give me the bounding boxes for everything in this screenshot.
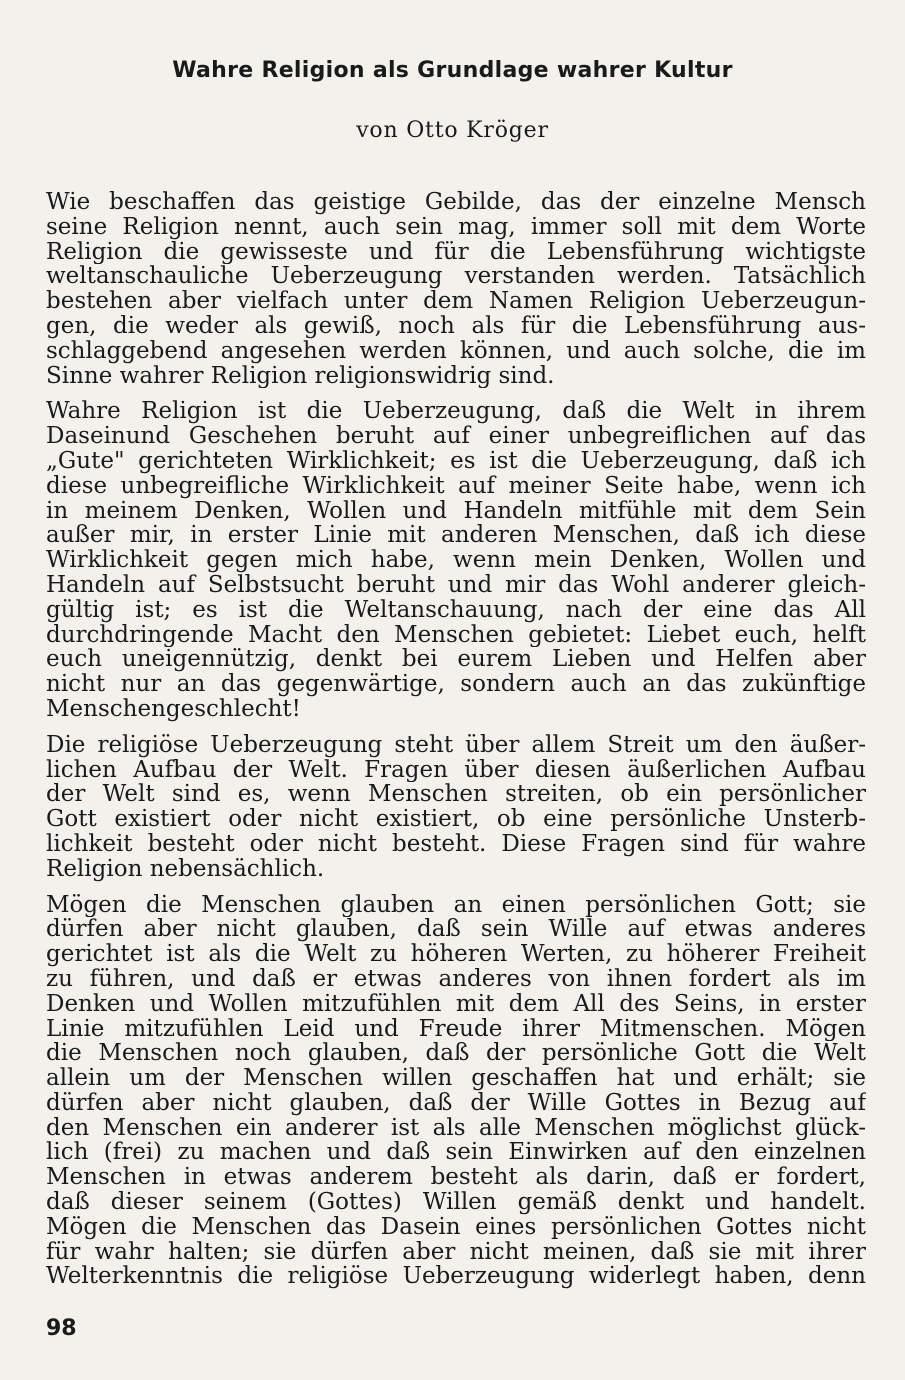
text-line: euch uneigennützig, denkt bei eurem Lieben und Helfen aber [46,647,866,673]
text-line: in meinem Denken, Wollen und Handeln mitfühle mit dem Sein [46,498,866,524]
text-line: seine Religion nennt, auch sein mag, immer soll mit dem Worte [46,214,866,240]
text-line: gültig ist; es ist die Weltanschauung, nach der eine das All [46,597,866,623]
text-line: Wahre Religion ist die Ueberzeugung, daß die Welt in ihrem [46,399,866,425]
text-line: allein um der Menschen willen geschaffen hat und erhält; sie [46,1066,866,1091]
text-line: durchdringende Macht den Menschen gebietet: Liebet euch, helft [46,622,866,648]
text-line: Religion die gewisseste und für die Lebensführung wichtigste [46,239,866,265]
text-line: den Menschen ein anderer ist als alle Menschen möglichst glück- [46,1115,866,1141]
text-line: für wahr halten; sie dürfen aber nicht meinen, daß sie mit ihrer [46,1239,866,1265]
text-line: Gott existiert oder nicht existiert, ob eine persönliche Unsterb- [46,807,866,832]
text-line: außer mir, in erster Linie mit anderen Menschen, daß ich diese [46,523,866,549]
paragraph [46,399,866,721]
text-line: gen, die weder als gewiß, noch als für die Lebensführung aus- [46,313,866,339]
text-line: Die religiöse Ueberzeugung steht über allem Streit um den äußer- [46,732,866,758]
text-line: lich (frei) zu machen und daß sein Einwirken auf den einzelnen [46,1140,866,1166]
text-line: bestehen aber vielfach unter dem Namen Religion Ueberzeugun- [46,289,866,314]
text-line: gerichtet ist als die Welt zu höheren Werten, zu höherer Freiheit [46,942,866,967]
text-line: Menschengeschlecht! [46,696,301,722]
page-number: 98 [46,1316,77,1341]
paragraph [46,190,866,388]
article-body [46,190,866,1289]
text-line: Mögen die Menschen das Dasein eines persönlichen Gottes nicht [46,1214,866,1240]
text-line: Handeln auf Selbstsucht beruht und mir das Wohl anderer gleich- [46,572,866,598]
text-line: lichen Aufbau der Welt. Fragen über diesen äußerlichen Aufbau [46,757,866,783]
text-line: Denken und Wollen mitzufühlen mit dem All des Seins, in erster [46,991,866,1017]
article-author: von Otto Kröger [356,118,549,143]
text-line: Sinne wahrer Religion religionswidrig sind. [46,363,555,389]
text-line: Menschen in etwas anderem besteht als darin, daß er fordert, [46,1165,866,1191]
text-line: die Menschen noch glauben, daß der persönliche Gott die Welt [46,1041,866,1067]
text-line: Linie mitzufühlen Leid und Freude ihrer Mitmenschen. Mögen [46,1016,866,1042]
text-line: daß dieser seinem (Gottes) Willen gemäß denkt und handelt. [46,1190,866,1215]
text-line: dürfen aber nicht glauben, daß sein Wille auf etwas anderes [46,917,866,943]
text-line: Daseinund Geschehen beruht auf einer unbegreiflichen auf das [46,424,866,449]
text-line: Welterkenntnis die religiöse Ueberzeugung widerlegt haben, denn [46,1264,866,1290]
text-line: „Gute" gerichteten Wirklichkeit; es ist die Ueberzeugung, daß ich [46,448,866,474]
text-line: Wie beschaffen das geistige Gebilde, das der einzelne Mensch [46,190,866,215]
text-line: Wirklichkeit gegen mich habe, wenn mein Denken, Wollen und [46,548,866,573]
text-line: zu führen, und daß er etwas anderes von ihnen fordert als im [46,966,866,992]
text-line: Mögen die Menschen glauben an einen persönlichen Gott; sie [46,892,866,918]
text-line: lichkeit besteht oder nicht besteht. Diese Fragen sind für wahre [46,831,866,857]
paragraph [46,893,866,1290]
text-line: schlaggebend angesehen werden können, und auch solche, die im [46,338,866,364]
text-line: weltanschauliche Ueberzeugung verstanden werden. Tatsächlich [46,264,866,290]
paragraph [46,733,866,882]
text-line: der Welt sind es, wenn Menschen streiten, ob ein persönlicher [46,782,866,808]
text-line: diese unbegreifliche Wirklichkeit auf meiner Seite habe, wenn ich [46,473,866,499]
text-line: Religion nebensächlich. [46,856,325,882]
text-line: dürfen aber nicht glauben, daß der Wille Gottes in Bezug auf [46,1090,866,1116]
article-title: Wahre Religion als Grundlage wahrer Kultur [172,58,733,83]
text-line: nicht nur an das gegenwärtige, sondern auch an das zukünftige [46,672,866,697]
